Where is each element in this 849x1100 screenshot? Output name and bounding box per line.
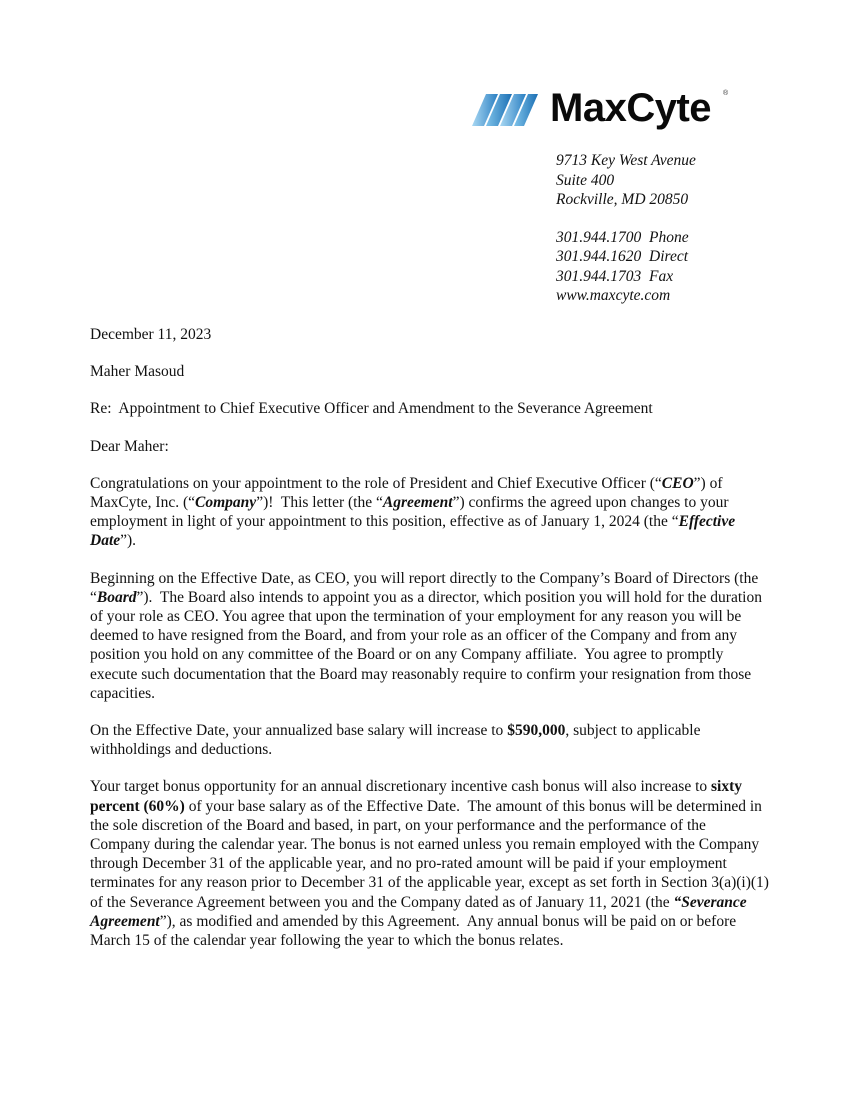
registered-mark: ® bbox=[723, 90, 729, 97]
term-ceo: CEO bbox=[661, 474, 694, 492]
p4-text-a: Your target bonus opportunity for an annual discretionary incentive cash bonus will also increase to bbox=[90, 778, 712, 796]
contact-phone: 301.944.1700 Phone bbox=[556, 228, 689, 246]
address-suite: Suite 400 bbox=[556, 171, 615, 189]
letter-body bbox=[90, 325, 773, 968]
contact-direct: 301.944.1620 Direct bbox=[556, 248, 689, 265]
address-street: 9713 Key West Avenue bbox=[556, 152, 696, 169]
paragraph-appointment bbox=[90, 474, 770, 551]
term-agreement: Agreement bbox=[382, 494, 453, 512]
address-city: Rockville, MD 20850 bbox=[556, 191, 689, 208]
salutation: Dear Maher: bbox=[90, 437, 169, 455]
address-block bbox=[556, 151, 696, 306]
letter-date: December 11, 2023 bbox=[90, 326, 212, 343]
paragraph-reporting bbox=[90, 569, 770, 703]
p3-text-a: On the Effective Date, your annualized base salary will increase to bbox=[90, 722, 508, 740]
contact-website: www.maxcyte.com bbox=[556, 287, 671, 304]
paragraph-bonus bbox=[90, 777, 773, 950]
salary-amount: $590,000 bbox=[507, 722, 566, 740]
logo-wordmark: MaxCyte bbox=[550, 86, 712, 130]
term-company: Company bbox=[195, 494, 257, 512]
company-logo bbox=[472, 88, 742, 132]
p1-text-e: ”). bbox=[120, 532, 137, 550]
p4-text-b: of your base salary as of the Effective Date. The amount of this bonus will be determined in the sole discretion of the Board and based, in part, on your performance and the performance of the Company during the calendar year. The bonus is not earned unless you remain employed with the Company through December 31 of the applicable year, and no pro-rated amount will be paid if your employment terminates for any reason prior to December 31 of the applicable year, except as set forth in Section 3(a)(i)(1) of the Severance Agreement between you and the Company dated as of January 11, 2021 (the bbox=[90, 797, 773, 911]
term-severance-agreement: “Severance Agreement bbox=[90, 893, 750, 930]
p1-text-b: ”) of MaxCyte, Inc. (“ bbox=[90, 474, 727, 512]
p2-text-a: Beginning on the Effective Date, as CEO, you will report directly to the Company’s Board of Directors (the “ bbox=[90, 569, 763, 606]
recipient-name: Maher Masoud bbox=[90, 363, 185, 381]
bonus-percent: sixty percent (60%) bbox=[90, 778, 746, 815]
p1-text-d: ”) confirms the agreed upon changes to your employment in light of your appointment to this position, effective as of January 1, 2024 (the “ bbox=[90, 494, 733, 531]
contact-fax: 301.944.1703 Fax bbox=[556, 267, 674, 285]
p1-text-c: ”)! This letter (the “ bbox=[256, 494, 383, 512]
term-effective-date: Effective Date bbox=[90, 513, 739, 550]
subject-line: Re: Appointment to Chief Executive Officer and Amendment to the Severance Agreement bbox=[90, 400, 653, 418]
p3-text-b: , subject to applicable withholdings and deductions. bbox=[90, 722, 705, 759]
term-board: Board bbox=[96, 588, 137, 606]
maxcyte-mark-icon bbox=[472, 94, 538, 126]
paragraph-salary bbox=[90, 721, 770, 759]
p1-text-a: Congratulations on your appointment to the role of President and Chief Executive Officer (“ bbox=[90, 474, 662, 492]
p4-text-c: ”), as modified and amended by this Agreement. Any annual bonus will be paid on or before March 15 of the calendar year following the year to which the bonus relates. bbox=[90, 912, 740, 950]
p2-text-b: ”). The Board also intends to appoint you as a director, which position you will hold for the duration of your role as CEO. You agree that upon the termination of your employment for any reason you will be deemed to have resigned from the Board, and from your role as an officer of the Company and from any position you hold on any committee of the Board or on any Company affiliate. You agree to promptly execute such documentation that the Board may reasonably require to confirm your resignation from those capacities. bbox=[90, 588, 766, 702]
